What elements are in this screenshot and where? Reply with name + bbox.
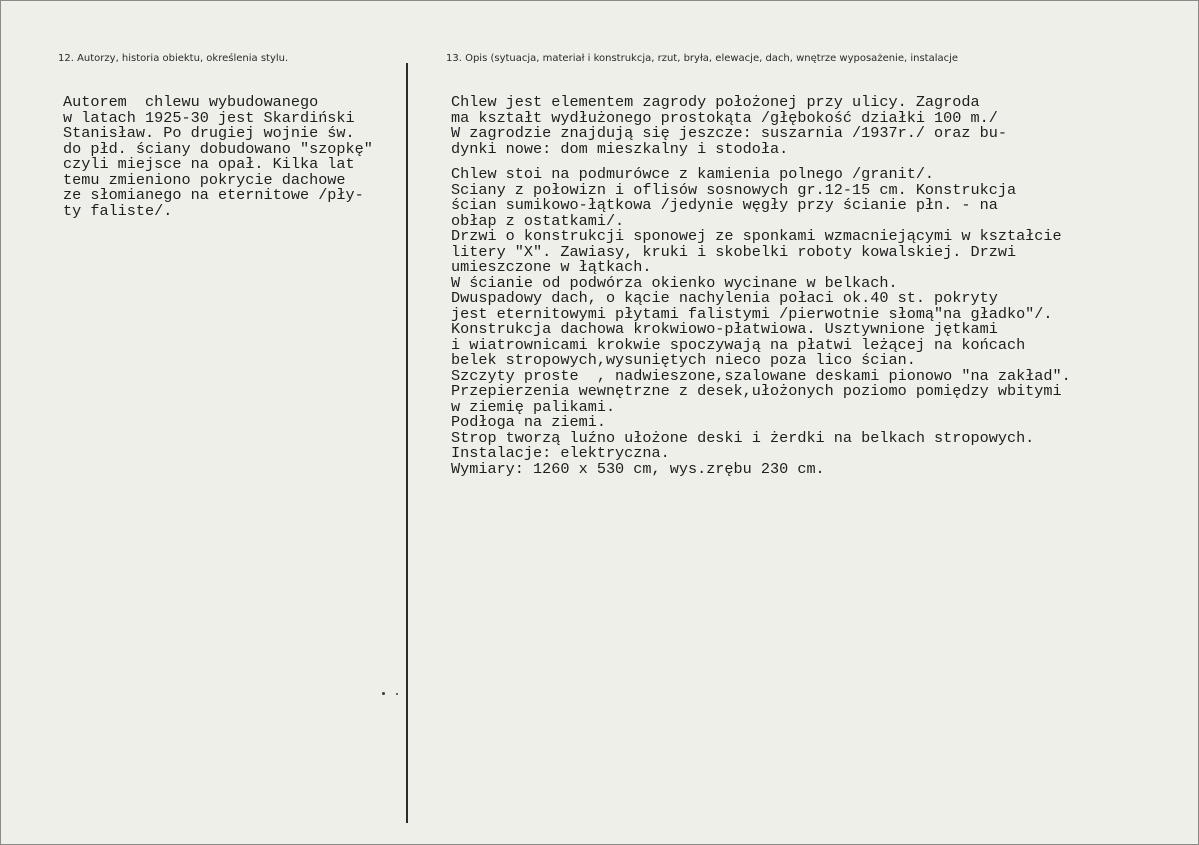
text-line: Konstrukcja dachowa krokwiowo-płatwiowa. Usztywnione jętkami: [451, 320, 998, 338]
text-line: Instalacje: elektryczna.: [451, 444, 670, 462]
text-line: Chlew jest elementem zagrody położonej przy ulicy. Zagroda: [451, 93, 980, 111]
text-line: Przepierzenia wewnętrzne z desek,ułożonych poziomo pomiędzy wbitymi: [451, 382, 1062, 400]
text-line: jest eternitowymi płytami falistymi /pierwotnie słomą"na gładko"/.: [451, 304, 1053, 323]
paper-speck: [396, 693, 398, 695]
text-line: w latach 1925-30 jest Skardiński: [63, 108, 355, 127]
column-divider: [406, 63, 408, 823]
section-12-header: 12. Autorzy, historia obiektu, określenia stylu.: [58, 53, 289, 64]
text-line: Podłoga na ziemi.: [451, 413, 606, 431]
text-line: i wiatrownicami krokwie spoczywają na płatwi leżącej na końcach: [451, 335, 1026, 354]
text-line: ma kształt wydłużonego prostokąta /głębokość działki 100 m./: [451, 108, 998, 127]
text-line: do płd. ściany dobudowano "szopkę": [63, 139, 373, 158]
text-line: Dwuspadowy dach, o kącie nachylenia połaci ok.40 st. pokryty: [451, 289, 998, 307]
text-line: litery "X". Zawiasy, kruki i skobelki roboty kowalskiej. Drzwi: [451, 242, 1017, 261]
authors-history-text: [63, 95, 403, 219]
text-line: W ścianie od podwórza okienko wycinane w belkach.: [451, 273, 898, 292]
text-line: Sciany z połowizn i oflisów sosnowych gr.12-15 cm. Konstrukcja: [451, 180, 1017, 199]
text-line: belek stropowych,wysuniętych nieco poza lico ścian.: [451, 351, 916, 369]
text-line: Szczyty proste , nadwieszone,szalowane deskami pionowo "na zakład".: [451, 366, 1071, 385]
text-line: ty faliste/.: [63, 201, 173, 220]
text-line: temu zmieniono pokrycie dachowe: [63, 170, 346, 189]
text-line: ścian sumikowo-łątkowa /jedynie węgły przy ścianie płn. - na: [451, 196, 998, 214]
paragraph-site: [451, 95, 1171, 157]
section-13-header: 13. Opis (sytuacja, materiał i konstrukcja, rzut, bryła, elewacje, dach, wnętrze wyposażenie, instalacje: [446, 53, 959, 64]
text-line: w ziemię palikami.: [451, 397, 616, 416]
text-line: W zagrodzie znajdują się jeszcze: suszarnia /1937r./ oraz bu-: [451, 124, 1007, 142]
text-line: ze słomianego na eternitowe /pły-: [63, 186, 364, 204]
paragraph-construction: [451, 167, 1171, 477]
text-line: Wymiary: 1260 x 530 cm, wys.zrębu 230 cm.: [451, 459, 825, 478]
description-text: [451, 95, 1171, 477]
text-line: Stanisław. Po drugiej wojnie św.: [63, 124, 355, 142]
text-line: Strop tworzą luźno ułożone deski i żerdki na belkach stropowych.: [451, 428, 1035, 447]
text-line: dynki nowe: dom mieszkalny i stodoła.: [451, 139, 789, 158]
text-line: Drzwi o konstrukcji sponowej ze sponkami wzmacniejącymi w kształcie: [451, 227, 1062, 245]
text-line: Chlew stoi na podmurówce z kamienia polnego /granit/.: [451, 165, 935, 183]
text-line: obłap z ostatkami/.: [451, 211, 625, 230]
paper-speck: [382, 692, 385, 695]
text-line: Autorem chlewu wybudowanego: [63, 93, 319, 111]
text-line: umieszczone w łątkach.: [451, 258, 652, 276]
text-line: czyli miejsce na opał. Kilka lat: [63, 155, 355, 173]
